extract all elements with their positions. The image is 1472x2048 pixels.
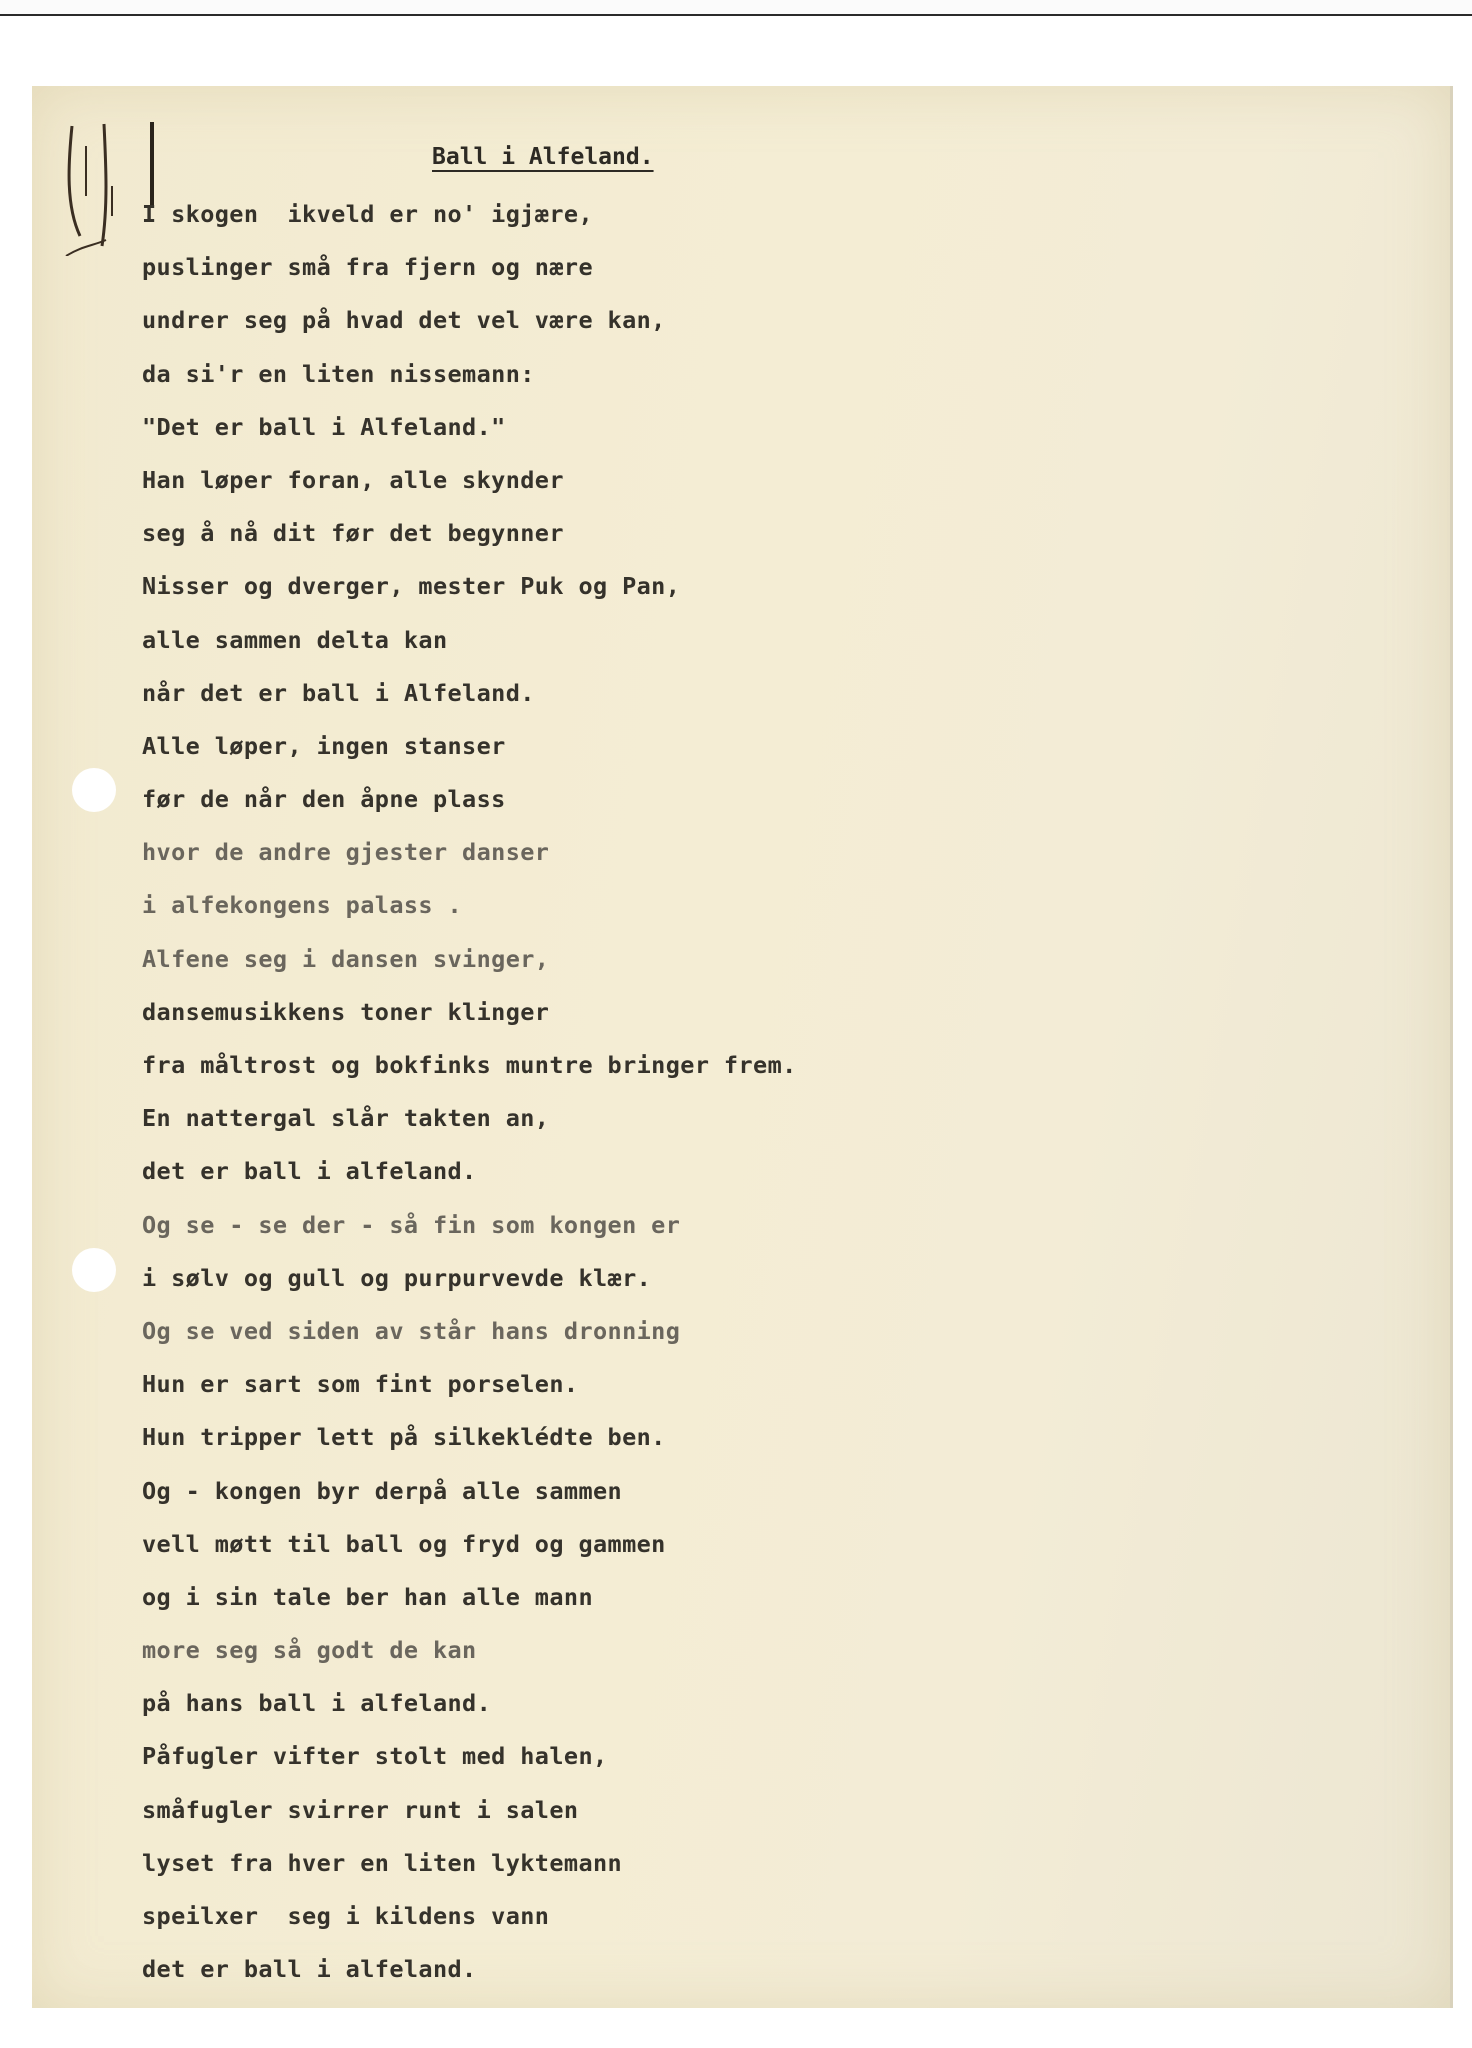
poem-line: i alfekongens palass . xyxy=(142,891,463,920)
previous-page-edge xyxy=(0,0,1472,16)
poem-line: i sølv og gull og purpurvevde klær. xyxy=(142,1263,652,1292)
typewritten-sheet xyxy=(32,86,1453,2008)
poem-line: det er ball i alfeland. xyxy=(142,1157,477,1186)
poem-line: "Det er ball i Alfeland." xyxy=(142,412,506,441)
poem-line: fra måltrost og bokfinks muntre bringer frem. xyxy=(142,1051,797,1079)
poem-line: Påfugler vifter stolt med halen, xyxy=(142,1742,608,1771)
poem-line: puslinger små fra fjern og nære xyxy=(142,253,593,282)
poem-text xyxy=(142,188,1342,1996)
poem-line: hvor de andre gjester danser xyxy=(142,838,550,867)
poem-line: når det er ball i Alfeland. xyxy=(142,678,535,707)
poem-line: I skogen ikveld er no' igjære, xyxy=(142,200,593,228)
poem-line: undrer seg på hvad det vel være kan, xyxy=(142,306,666,335)
punch-hole xyxy=(72,768,116,812)
poem-line: Alfene seg i dansen svinger, xyxy=(142,944,550,973)
poem-line: Og se ved siden av står hans dronning xyxy=(142,1316,681,1345)
poem-line: på hans ball i alfeland. xyxy=(142,1689,492,1718)
poem-line: Og - kongen byr derpå alle sammen xyxy=(142,1476,623,1505)
poem-line: seg å nå dit før det begynner xyxy=(142,519,564,548)
poem-line: og i sin tale ber han alle mann xyxy=(142,1582,593,1611)
poem-line: det er ball i alfeland. xyxy=(142,1955,477,1984)
poem-line: Hun tripper lett på silkeklédte ben. xyxy=(142,1423,666,1452)
poem-title: Ball i Alfeland. xyxy=(432,144,654,170)
poem-line: Alle løper, ingen stanser xyxy=(142,731,506,760)
punch-hole xyxy=(72,1248,116,1292)
poem-line: lyset fra hver en liten lyktemann xyxy=(142,1848,623,1877)
poem-line: før de når den åpne plass xyxy=(142,785,506,814)
poem-line: da si'r en liten nissemann: xyxy=(142,359,535,388)
poem-line: alle sammen delta kan xyxy=(142,625,448,654)
poem-line: En nattergal slår takten an, xyxy=(142,1104,550,1133)
poem-line: more seg så godt de kan xyxy=(142,1636,477,1665)
poem-line: småfugler svirrer runt i salen xyxy=(142,1795,579,1824)
poem-line: vell møtt til ball og fryd og gammen xyxy=(142,1529,666,1558)
poem-line: Hun er sart som fint porselen. xyxy=(142,1370,579,1399)
poem-line: dansemusikkens toner klinger xyxy=(142,997,550,1026)
poem-line: Og se - se der - så fin som kongen er xyxy=(142,1210,681,1239)
poem-line: speilxer seg i kildens vann xyxy=(142,1902,550,1930)
poem-line: Nisser og dverger, mester Puk og Pan, xyxy=(142,572,681,601)
poem-line: Han løper foran, alle skynder xyxy=(142,465,564,494)
